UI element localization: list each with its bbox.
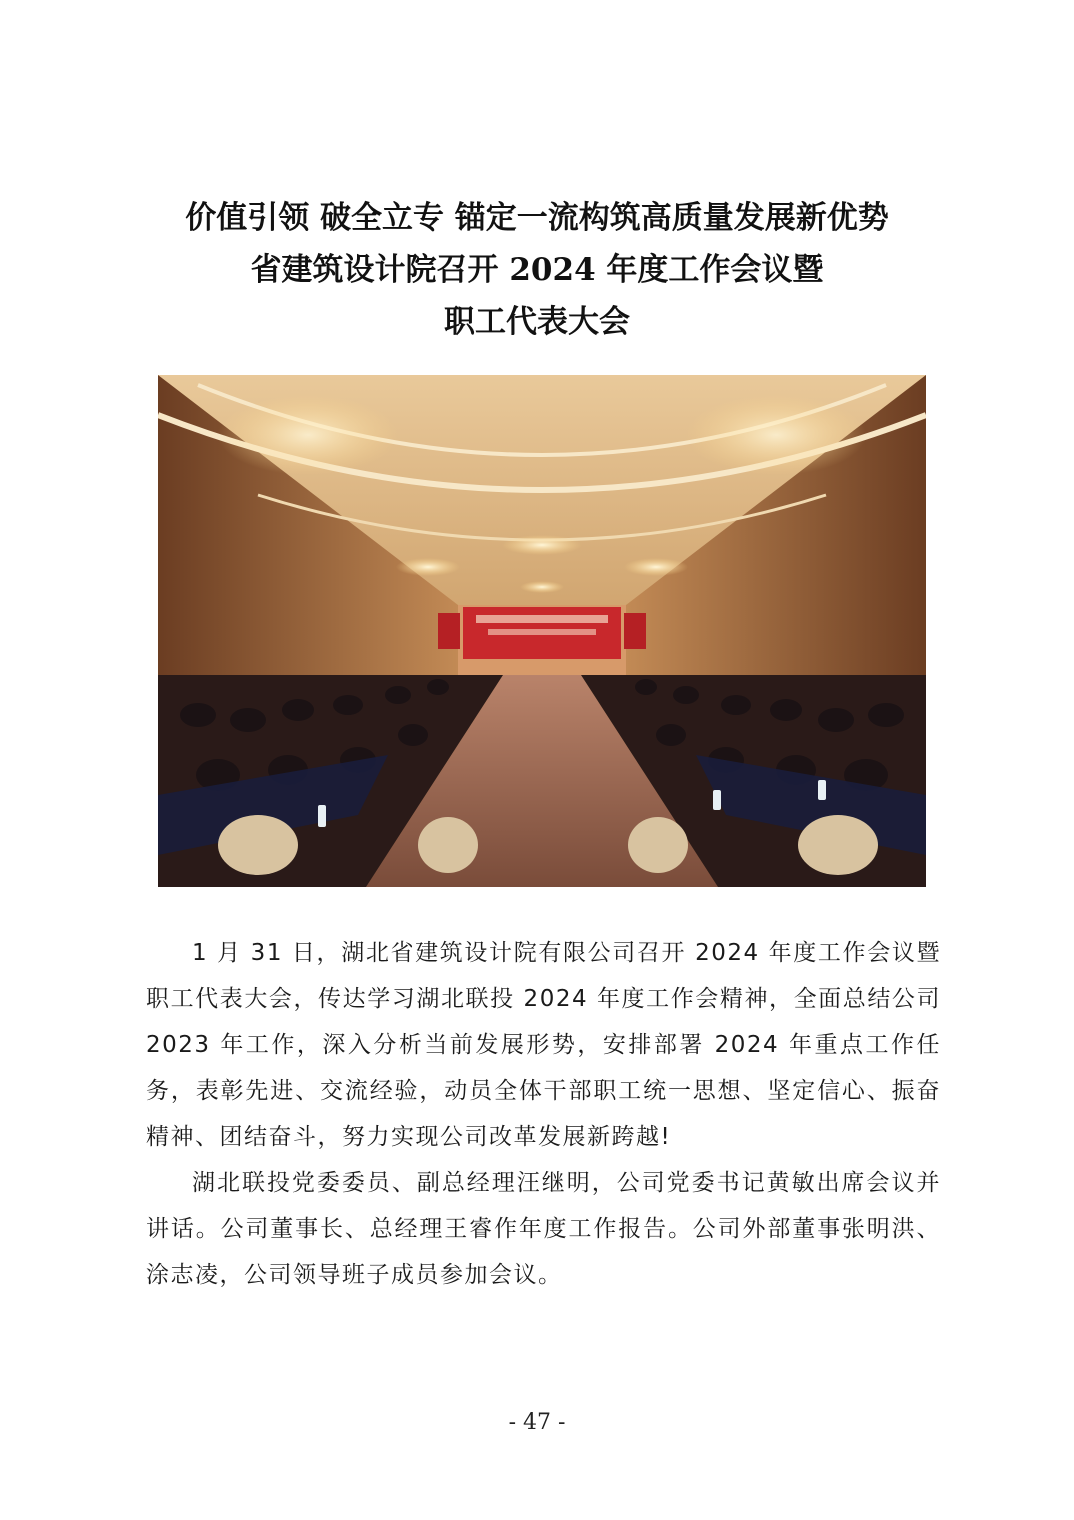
title-line-2: 省建筑设计院召开 2024 年度工作会议暨 [250, 252, 824, 288]
title-line-3: 职工代表大会 [444, 304, 630, 340]
title-line-1: 价值引领 破全立专 锚定一流构筑高质量发展新优势 [185, 200, 889, 236]
conference-hall-photo [158, 375, 926, 887]
article-body [146, 930, 941, 1298]
body-paragraph-1: 1 月 31 日，湖北省建筑设计院有限公司召开 2024 年度工作会议暨职工代表大会，传达学习湖北联投 2024 年度工作会精神，全面总结公司 2023 年工作，深入分析当前发展形势，安排部署 2024 年重点工作任务，表彰先进、交流经验，动员全体干部职工统一思想、坚定信心、振奋精神、团结奋斗，努力实现公司改革发展新跨越! [146, 940, 941, 1150]
conference-hall-illustration [158, 375, 926, 887]
body-paragraph-2: 湖北联投党委委员、副总经理汪继明，公司党委书记黄敏出席会议并讲话。公司董事长、总经理王睿作年度工作报告。公司外部董事张明洪、涂志凌，公司领导班子成员参加会议。 [146, 1170, 941, 1288]
page-number: - 47 - [508, 1410, 566, 1435]
article-title [0, 192, 1074, 348]
